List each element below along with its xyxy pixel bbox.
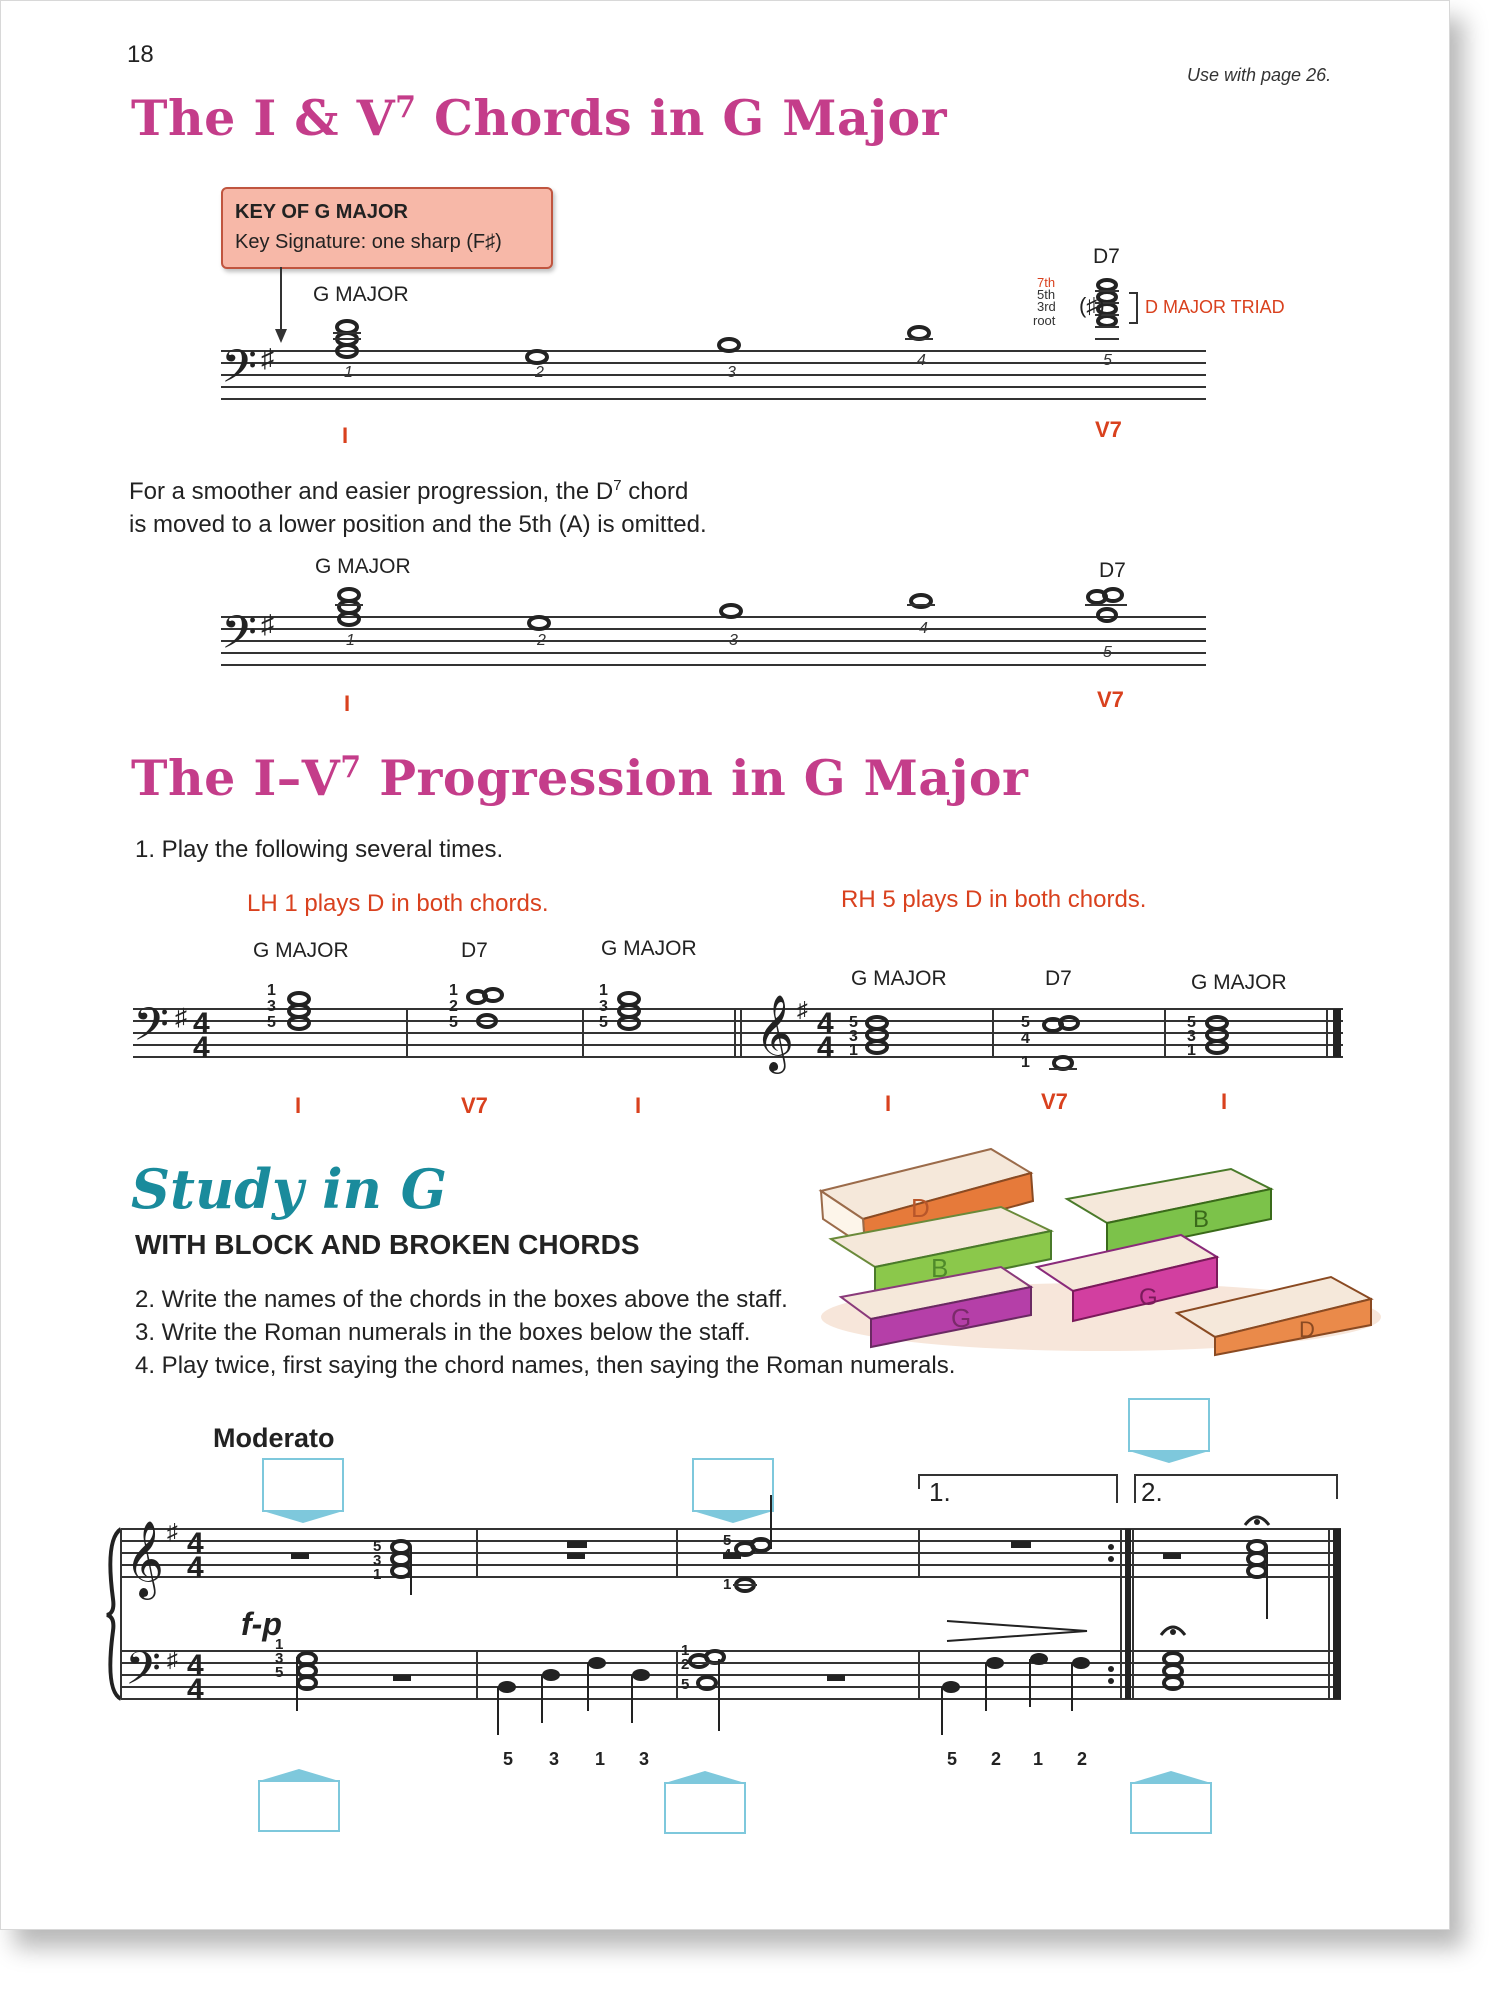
prog-fing-6b: 3 [1187,1028,1196,1045]
time-sig-bottom-2: 4 [817,1031,834,1064]
prog-fing-4c: 1 [849,1042,858,1059]
ending-2-label: 2. [1141,1477,1163,1507]
prog-chord-5 [1044,1017,1078,1069]
book-letter-b: B [931,1253,949,1283]
bass-clef-icon: 𝄢 [221,340,258,403]
chord-answer-boxes-above [263,1399,1209,1523]
book-letter-b2: B [1193,1206,1210,1233]
key-box-subtitle: Key Signature: one sharp (F♯) [235,231,502,253]
rh-fing-m1-c: 1 [373,1566,382,1583]
lh-fing-m3-c: 5 [681,1676,690,1693]
staff1-roman-v7: V7 [1095,417,1122,442]
prog-roman-6: I [1221,1089,1228,1114]
lh-broken-m2-f2: 3 [549,1749,560,1769]
study-title: Study in G [131,1157,447,1221]
books-illustration [811,1127,1391,1357]
section2-title-sup: 7 [340,750,362,785]
bass-clef-icon: 𝄢 [133,998,170,1061]
interval-root: root [1033,313,1056,328]
use-with-note: Use with page 26. [1187,65,1332,85]
decrescendo-hairpin [947,1621,1087,1641]
section2-title-part1: The I–V [131,749,341,807]
interval-3rd: 3rd [1037,299,1056,314]
rh-fing-m1-b: 3 [373,1552,382,1569]
rh-fing-m3-a: 5 [723,1532,732,1549]
section2-instruction: 1. Play the following several times. [135,836,504,863]
treble-clef-icon: 𝄞 [125,1521,165,1595]
prog-chord-1 [289,993,309,1029]
prog-fing-2a: 1 [449,982,458,999]
section1-title-sup: 7 [395,90,417,125]
rh-note: RH 5 plays D in both chords. [841,886,1147,913]
staff2-label-d7: D7 [1099,559,1126,582]
triad-bracket [1129,293,1137,323]
staff2-roman-i: I [344,691,351,716]
prog-roman-4: I [885,1091,892,1116]
explanation-line2: is moved to a lower position and the 5th (A) is omitted. [129,511,707,538]
prog-fing-6c: 1 [1187,1042,1196,1059]
section1-title-part1: The I & V [131,89,396,147]
lh-fing-m1-a: 1 [275,1636,284,1653]
staff2-label-g-major: G MAJOR [315,555,411,578]
rh-fing-m3-c: 1 [723,1576,732,1593]
lh-chord-m1 [298,1653,316,1689]
key-box-title: KEY OF G MAJOR [235,201,408,223]
study-grand-staff [111,1399,1361,1841]
prog-fing-3a: 1 [599,982,608,999]
prog-fing-3c: 5 [599,1014,608,1031]
half-rest-m5 [1163,1553,1181,1559]
treble-clef-icon: 𝄞 [755,995,795,1069]
lh-broken-m4-f4: 2 [1077,1749,1088,1769]
staff1-note-3 [719,339,739,351]
svg-text:4: 4 [187,1527,204,1560]
prog-label-5: D7 [1045,967,1072,990]
prog-fing-3b: 3 [599,998,608,1015]
prog-label-4: G MAJOR [851,967,947,990]
book-letter-g2: G [1139,1284,1158,1311]
staff1-label-g-major: G MAJOR [313,283,409,306]
staff2-note-2 [529,617,549,629]
staff1-finger-4: 4 [917,352,926,369]
study-subtitle: WITH BLOCK AND BROKEN CHORDS [135,1229,640,1260]
staff2-lines [221,617,1206,665]
study-time-signatures [187,1527,204,1706]
treble-sharp-icon: ♯ [167,1519,178,1544]
rh-chord-m1 [392,1541,410,1577]
prog-fing-4b: 3 [849,1028,858,1045]
staff1-finger-2: 2 [535,364,544,381]
staff1-finger-5: 5 [1103,352,1112,369]
prog-label-2: D7 [461,939,488,962]
staff1-finger-3: 3 [727,364,736,381]
prog-chord-4 [867,1017,887,1053]
staff2-finger-4: 4 [919,620,928,637]
roman-answer-box-2[interactable] [665,1783,745,1833]
staff2-note-3 [721,605,741,617]
staff2-finger-1: 1 [346,632,355,649]
prog-fing-1b: 3 [267,998,276,1015]
section1-title-part2: Chords in G Major [416,89,948,147]
svg-text:4: 4 [187,1649,204,1682]
prog-fing-4a: 5 [849,1014,858,1031]
time-sig-top: 4 [193,1007,210,1040]
roman-answer-boxes-below [259,1769,1211,1833]
section2-title-part2: Progression in G Major [361,749,1029,807]
lh-fing-m1-c: 5 [275,1664,284,1681]
explanation-line1: For a smoother and easier progression, the $D^7$ chord [129,477,689,505]
prog-roman-1: I [295,1093,302,1118]
staff1-roman-i: I [342,423,349,448]
sharp-icon: ♯ [261,609,274,639]
lh-fing-m3-b: 2 [681,1656,690,1673]
prog-roman-5: V7 [1041,1089,1068,1114]
prog-chord-6 [1207,1017,1227,1053]
prog-roman-2: V7 [461,1093,488,1118]
lh-broken-m2-f1: 5 [503,1749,514,1769]
study-instruction-4: 4. Play twice, first saying the chord names, then saying the Roman numerals. [135,1352,956,1379]
ending-2-bracket [1135,1475,1337,1503]
lh-note: LH 1 plays D in both chords. [247,890,549,917]
lh-broken-m2-f3: 1 [595,1749,606,1769]
staff2-roman-v7: V7 [1097,687,1124,712]
lh-broken-m4-f3: 1 [1033,1749,1044,1769]
prog-fing-1c: 5 [267,1014,276,1031]
ending-1-label: 1. [929,1477,951,1507]
lh-broken-m4-f1: 5 [947,1749,958,1769]
book-letter-d: D [911,1193,930,1223]
svg-text:4: 4 [187,1673,204,1706]
prog-fing-1a: 1 [267,982,276,999]
dynamics-marking: f-p [241,1606,282,1642]
half-rest [291,1553,309,1559]
whole-rest-m2 [567,1541,587,1548]
sharp-icon: ♯ [261,343,274,373]
key-arrow-head [275,329,287,343]
interval-5th: 5th [1037,287,1056,302]
explanation-text [129,469,707,541]
prog-fing-6a: 5 [1187,1014,1196,1031]
staff2-finger-3: 3 [729,632,738,649]
rh-fing-m3-b: 4 [723,1546,732,1563]
study-final-barline [1333,1529,1341,1699]
staff1-label-d7: D7 [1093,245,1120,268]
time-sig-bottom: 4 [193,1031,210,1064]
staff1-note-2 [527,351,547,363]
svg-text:4: 4 [187,1551,204,1584]
lh-broken-m2-f4: 3 [639,1749,650,1769]
lh-chord-m5 [1164,1653,1182,1689]
prog-fing-5c: 1 [1021,1054,1030,1071]
whole-rest-m4 [1011,1541,1031,1548]
study-instruction-3: 3. Write the Roman numerals in the boxes below the staff. [135,1319,751,1346]
staff1-svg [201,241,1285,461]
section2-title [131,749,1028,807]
triad-label: D MAJOR TRIAD [1145,297,1285,317]
prog-fing-2b: 2 [449,998,458,1015]
book-letter-g: G [951,1303,972,1333]
bass-sharp-icon: ♯ [167,1647,178,1672]
tempo-marking: Moderato [213,1423,335,1453]
d7-sharp-icon: (♯) [1079,293,1105,318]
chord-answer-box-3[interactable] [1129,1399,1209,1451]
brace [107,1529,121,1699]
staff2-svg [201,549,1231,729]
roman-answer-box-1[interactable] [259,1781,339,1831]
rh-chord-m5 [1248,1541,1266,1577]
staff1-lines [221,351,1206,399]
progression-svg [121,925,1351,1125]
page-number: 18 [127,41,154,68]
prog-fing-5b: 4 [1021,1030,1030,1047]
staff2-finger-2: 2 [537,632,546,649]
bass-clef-icon: 𝄢 [125,1642,162,1705]
chord-answer-box-2[interactable] [693,1459,773,1511]
staff1-note-4 [909,327,929,339]
prog-fing-5a: 5 [1021,1014,1030,1031]
time-sig-top-2: 4 [817,1007,834,1040]
prog-roman-3: I [635,1093,642,1118]
prog-chord-3 [619,993,639,1029]
progression-lines [133,1009,1343,1057]
study-instruction-2: 2. Write the names of the chords in the boxes above the staff. [135,1286,788,1313]
bass-clef-icon: 𝄢 [221,606,258,669]
chord-answer-box-1[interactable] [263,1459,343,1511]
roman-answer-box-3[interactable] [1131,1783,1211,1833]
rh-fing-m1-a: 5 [373,1538,382,1555]
sharp-icon-2: ♯ [797,997,808,1022]
lh-broken-m4-f2: 2 [991,1749,1002,1769]
prog-label-1: G MAJOR [253,939,349,962]
interval-7th: 7th [1037,275,1056,290]
prog-label-3: G MAJOR [601,937,697,960]
staff2-g-chord [339,589,359,625]
book-letter-d2: D [1299,1317,1315,1342]
section1-title [131,89,947,147]
sharp-icon: ♯ [175,1004,187,1031]
final-barline [1333,1009,1341,1057]
lh-fing-m1-b: 3 [275,1650,284,1667]
staff2-finger-5: 5 [1103,644,1112,661]
prog-label-6: G MAJOR [1191,971,1287,994]
prog-fing-2c: 5 [449,1014,458,1031]
lh-fing-m3-a: 1 [681,1642,690,1659]
staff1-finger-1: 1 [344,364,353,381]
